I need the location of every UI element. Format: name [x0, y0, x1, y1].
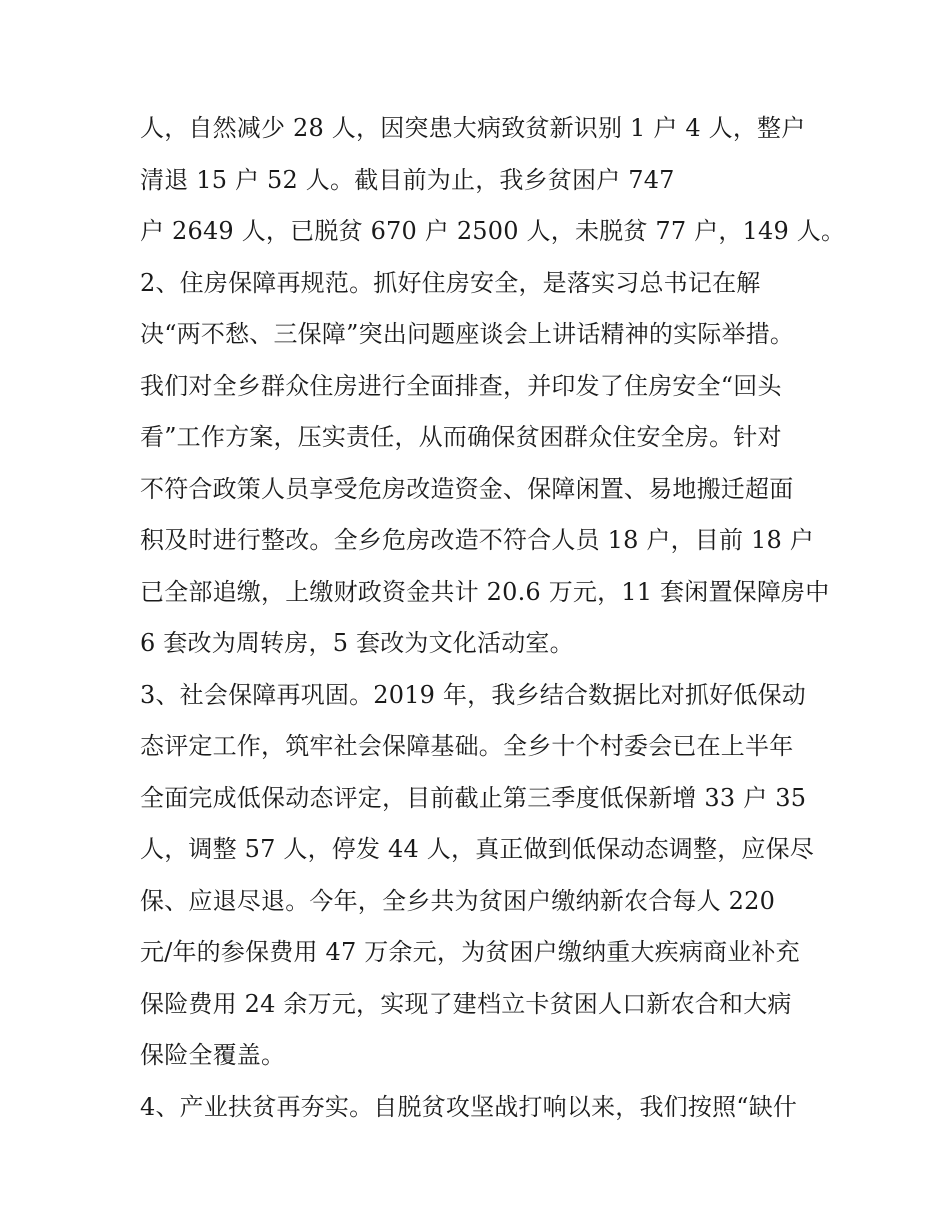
text-line: 保、应退尽退。今年，全乡共为贫困户缴纳新农合每人 220: [140, 887, 776, 915]
text-line: 人，自然减少 28 人，因突患大病致贫新识别 1 户 4 人，整户: [140, 114, 806, 142]
text-line: 看”工作方案，压实责任，从而确保贫困群众住安全房。针对: [140, 423, 782, 451]
text-line: 元/年的参保费用 47 万余元，为贫困户缴纳重大疾病商业补充: [140, 938, 800, 966]
text-line: 人，调整 57 人，停发 44 人，真正做到低保动态调整，应保尽: [140, 835, 814, 863]
text-line: 户 2649 人，已脱贫 670 户 2500 人，未脱贫 77 户，149 人。: [140, 217, 846, 245]
text-line: 态评定工作，筑牢社会保障基础。全乡十个村委会已在上半年: [140, 732, 794, 760]
text-line: 已全部追缴，上缴财政资金共计 20.6 万元，11 套闲置保障房中: [140, 578, 830, 606]
text-line: 2、住房保障再规范。抓好住房安全，是落实习总书记在解: [140, 269, 761, 297]
text-line: 我们对全乡群众住房进行全面排查，并印发了住房安全“回头: [140, 372, 782, 400]
text-line: 不符合政策人员享受危房改造资金、保障闲置、易地搬迁超面: [140, 475, 794, 503]
text-line: 全面完成低保动态评定，目前截止第三季度低保新增 33 户 35: [140, 784, 807, 812]
text-line: 积及时进行整改。全乡危房改造不符合人员 18 户，目前 18 户: [140, 526, 814, 554]
text-line: 3、社会保障再巩固。2019 年，我乡结合数据比对抓好低保动: [140, 681, 806, 709]
text-line: 决“两不愁、三保障”突出问题座谈会上讲话精神的实际举措。: [140, 320, 795, 348]
text-line: 保险全覆盖。: [140, 1041, 286, 1069]
text-line: 6 套改为周转房，5 套改为文化活动室。: [140, 629, 574, 657]
text-line: 清退 15 户 52 人。截目前为止，我乡贫困户 747: [140, 166, 675, 194]
text-line: 4、产业扶贫再夯实。自脱贫攻坚战打响以来，我们按照“缺什: [140, 1093, 798, 1121]
text-line: 保险费用 24 余万元，实现了建档立卡贫困人口新农合和大病: [140, 990, 792, 1018]
